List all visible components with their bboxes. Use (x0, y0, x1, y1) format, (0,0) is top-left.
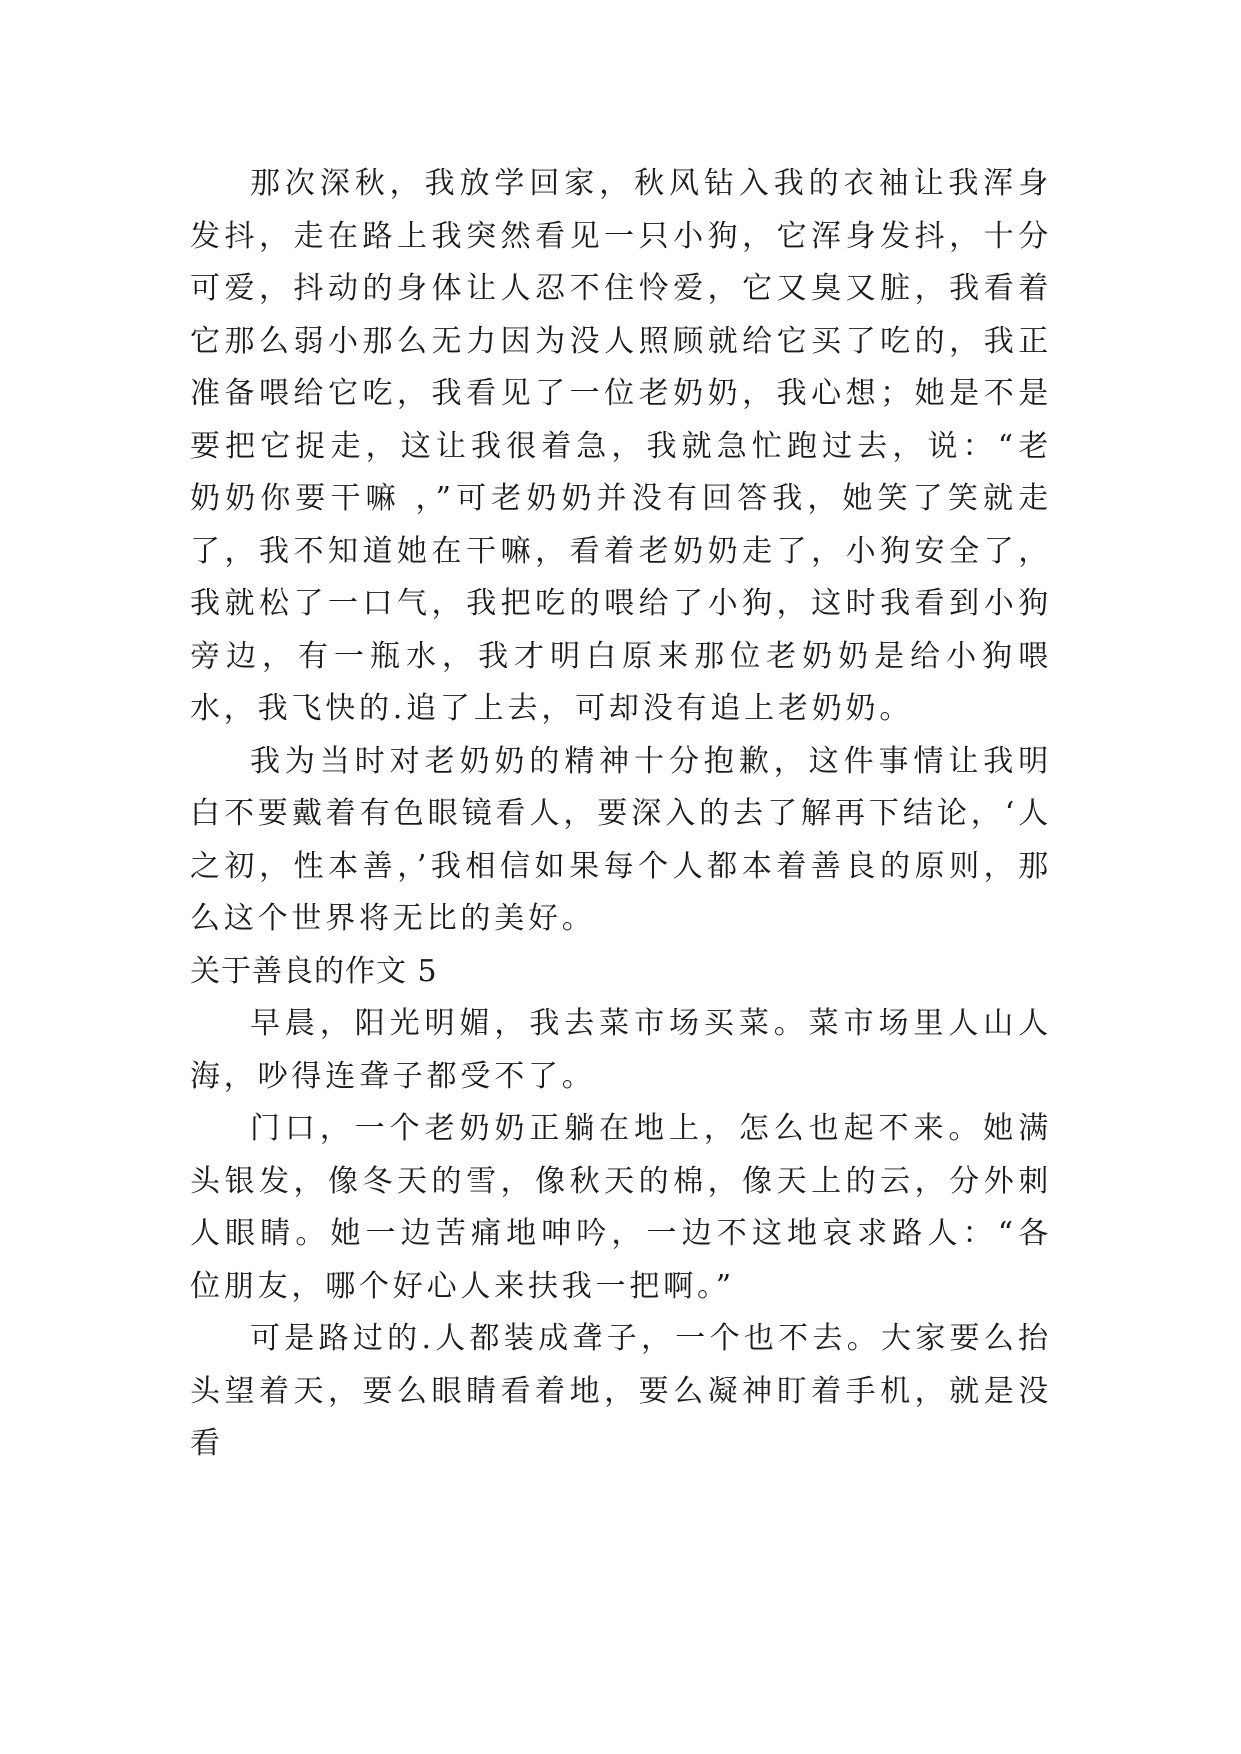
paragraph-reflection: 我为当时对老奶奶的精神十分抱歉，这件事情让我明白不要戴着有色眼镜看人，要深入的去了解再下结论，‘人之初，性本善，’我相信如果每个人都本着善良的原则，那么这个世界将无比的美好。 (190, 743, 1052, 936)
paragraph-market-morning: 早晨，阳光明媚，我去菜市场买菜。菜市场里人山人海，吵得连聋子都受不了。 (190, 1006, 1052, 1094)
paragraph-old-woman-fallen: 门口，一个老奶奶正躺在地上，怎么也起不来。她满头银发，像冬天的雪，像秋天的棉，像天上的云，分外刺人眼睛。她一边苦痛地呻吟，一边不这地哀求路人：“各位朋友，哪个好心人来扶我一把啊。” (190, 1111, 1052, 1304)
paragraph-autumn-puppy: 那次深秋，我放学回家，秋风钻入我的衣袖让我浑身发抖，走在路上我突然看见一只小狗，它浑身发抖，十分可爱，抖动的身体让人忍不住怜爱，它又臭又脏，我看着它那么弱小那么无力因为没人照顾就给它买了吃的，我正准备喂给它吃，我看见了一位老奶奶，我心想；她是不是要把它捉走，这让我很着急，我就急忙跑过去，说：“老奶奶你要干嘛 ，”可老奶奶并没有回答我，她笑了笑就走了，我不知道她在干嘛，看着老奶奶走了，小狗安全了，我就松了一口气，我把吃的喂给了小狗，这时我看到小狗旁边，有一瓶水，我才明白原来那位老奶奶是给小狗喂水，我飞快的.追了上去，可却没有追上老奶奶。 (190, 166, 1052, 726)
paragraph-passersby: 可是路过的.人都装成聋子，一个也不去。大家要么抬头望着天，要么眼睛看着地，要么凝神盯着手机，就是没看 (190, 1321, 1052, 1461)
document-page (190, 158, 1052, 1471)
essay-heading: 关于善良的作文 5 (190, 953, 438, 989)
